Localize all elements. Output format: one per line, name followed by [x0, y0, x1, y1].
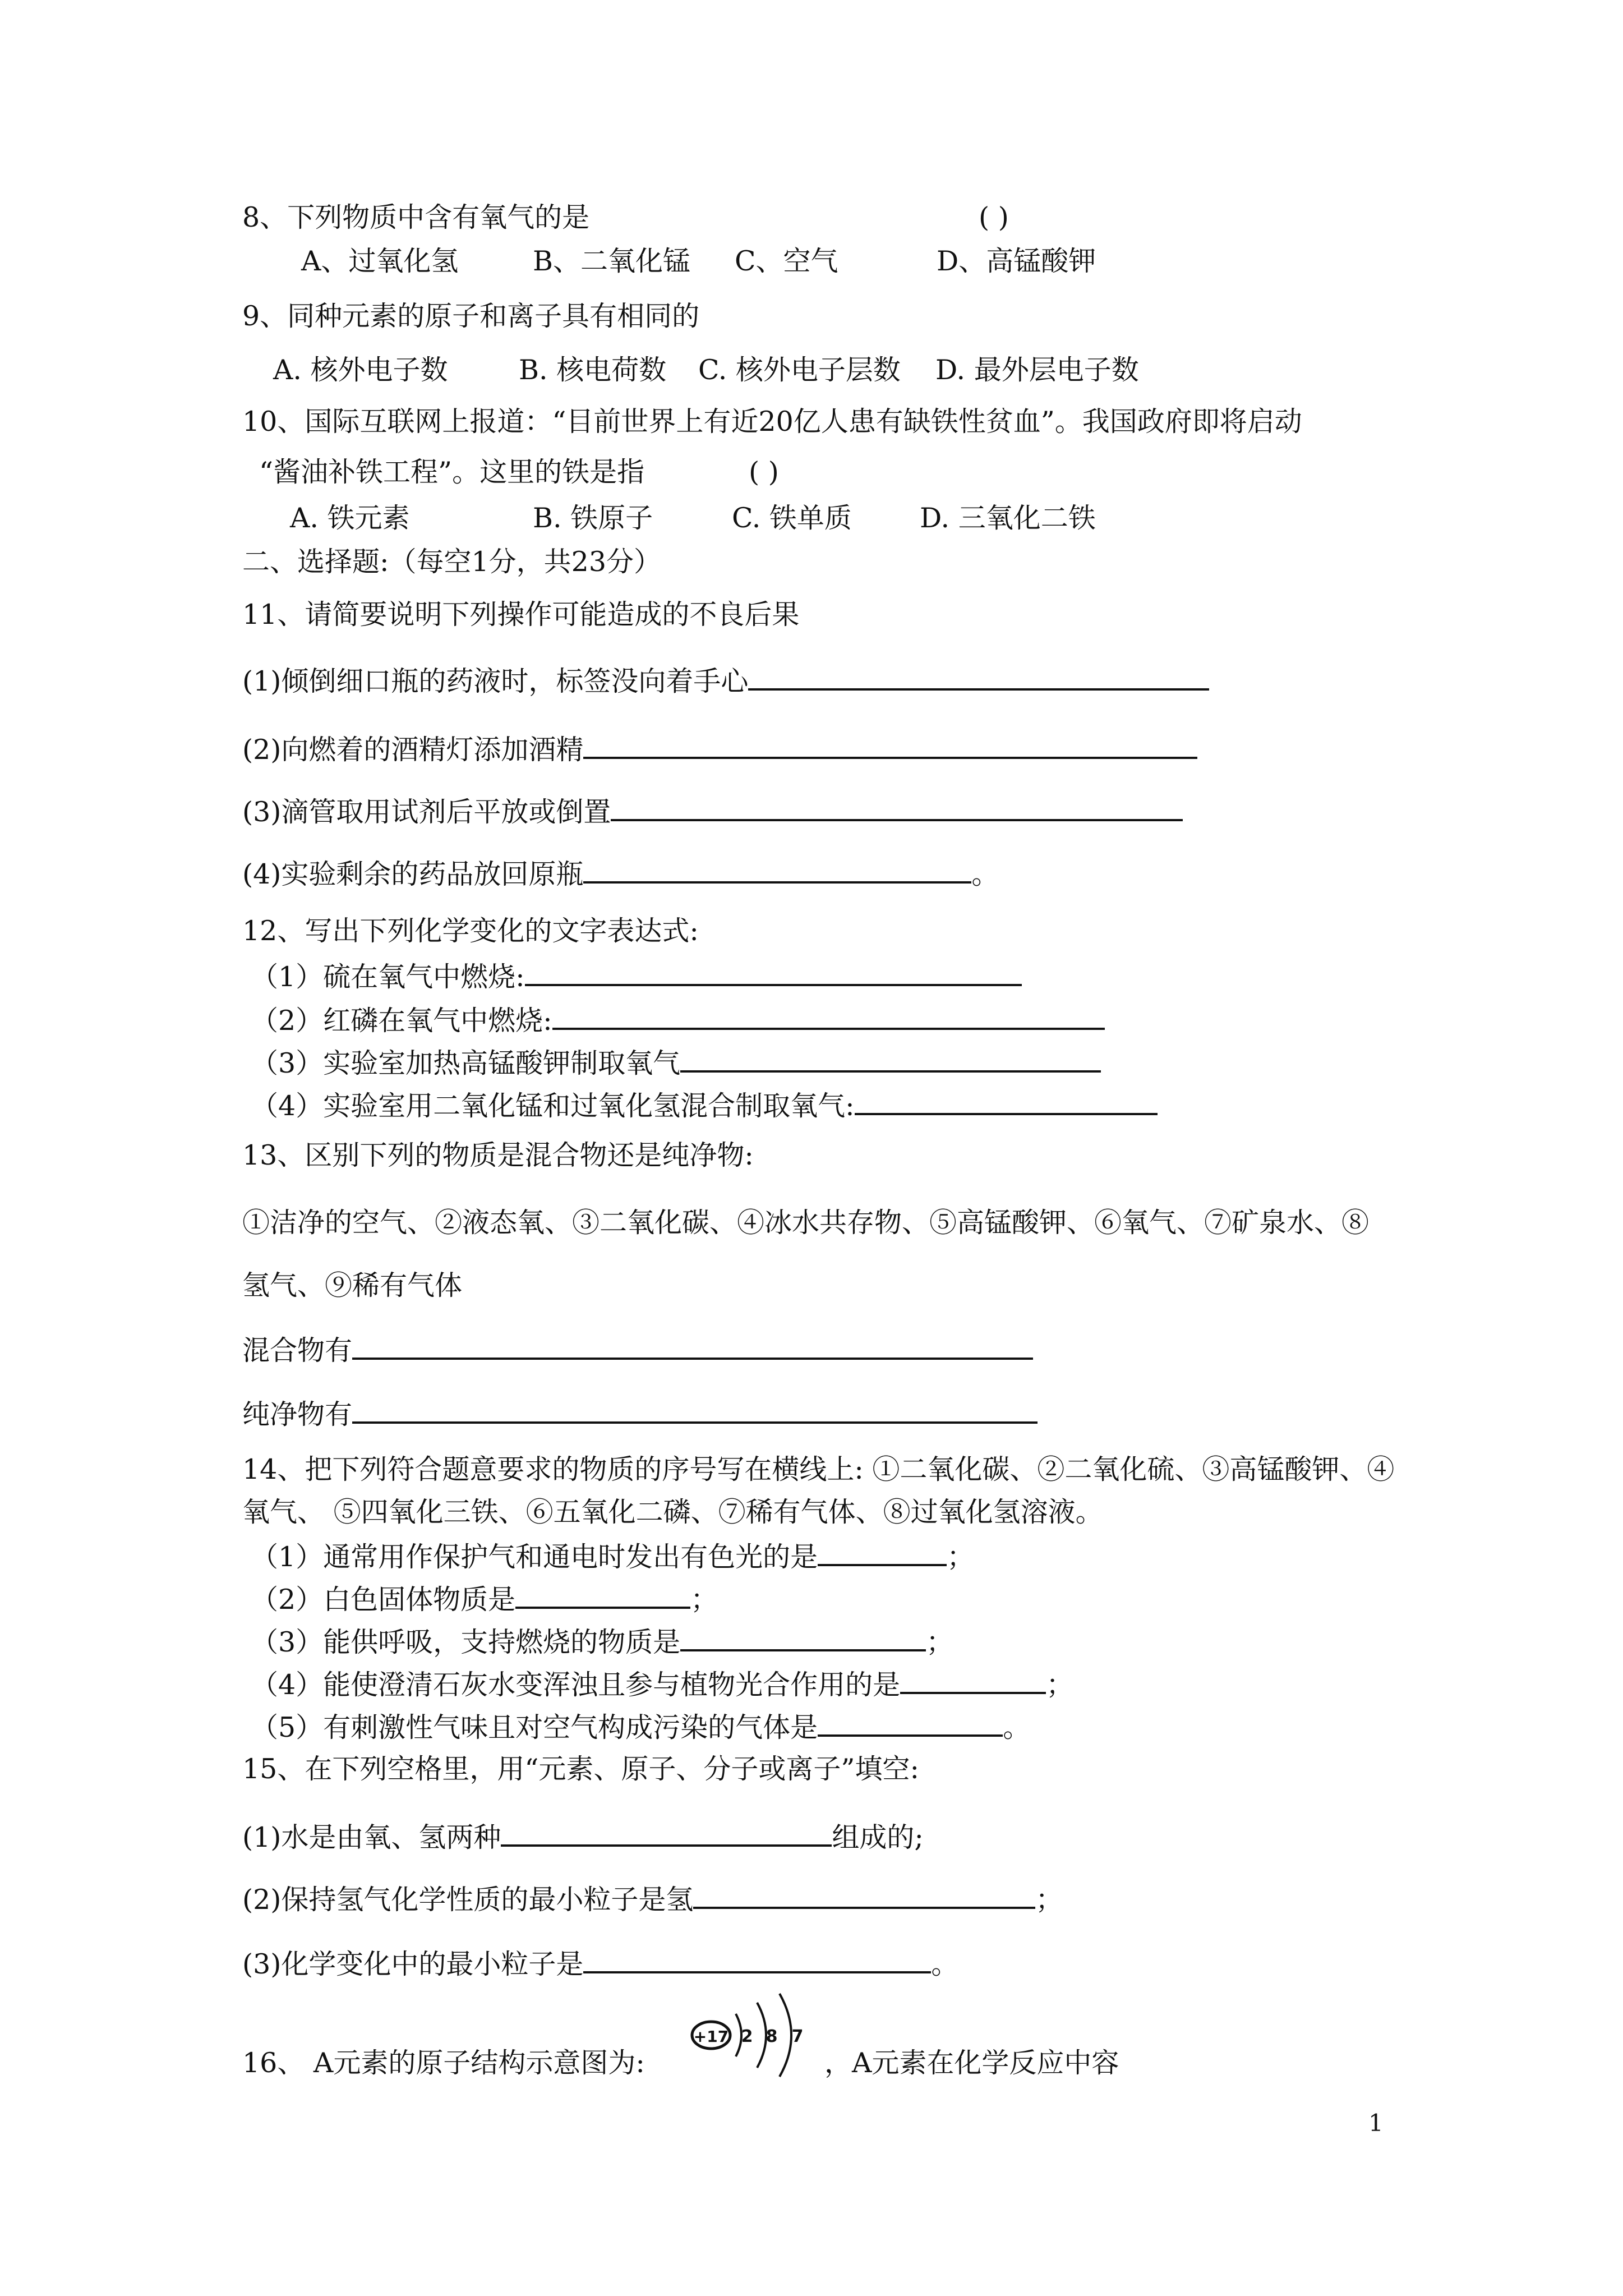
q12-item-4: （4）实验室用二氧化锰和过氧化氢混合制取氧气:	[251, 1088, 1158, 1123]
q14-item-4: （4）能使澄清石灰水变浑浊且参与植物光合作用的是 ；	[251, 1667, 1073, 1702]
page-number: 1	[1368, 2109, 1384, 2137]
atom-shell-1-arc	[736, 2014, 741, 2056]
q13-list-line2: 氢气、⑨稀有气体	[242, 1269, 463, 1301]
q14-stem-line2: 氧气、 ⑤四氧化三铁、⑥五氧化二磷、⑦稀有气体、⑧过氧化氢溶液。	[242, 1496, 1103, 1528]
q13-pure-row: 纯净物有	[242, 1397, 1038, 1432]
q13-stem: 13、区别下列的物质是混合物还是纯净物:	[242, 1139, 754, 1171]
q12-blank-2[interactable]	[552, 1003, 1105, 1030]
q11-blank-4[interactable]	[583, 857, 971, 884]
q15-item-1: (1)水是由氧、氢两种 组成的;	[242, 1820, 924, 1855]
q16-stem-post: ，A元素在化学反应中容	[824, 2047, 1119, 2079]
q11-stem: 11、请简要说明下列操作可能造成的不良后果	[242, 599, 800, 631]
q9-option-b: B. 核电荷数	[519, 354, 667, 386]
q10-stem-line2: “酱油补铁工程”。这里的铁是指	[259, 456, 645, 488]
q13-list-line1: ①洁净的空气、②液态氧、③二氧化碳、④冰水共存物、⑤高锰酸钾、⑥氧气、⑦矿泉水、⑧	[242, 1207, 1370, 1239]
q8-option-a: A、过氧化氢	[301, 245, 459, 277]
atom-shell-3-electrons: 7	[791, 2027, 804, 2046]
q14-blank-3[interactable]	[680, 1625, 926, 1651]
q10-option-a: A. 铁元素	[290, 502, 410, 534]
q9-option-a: A. 核外电子数	[273, 354, 448, 386]
q12-blank-1[interactable]	[525, 959, 1022, 986]
atom-shell-2-arc	[757, 2003, 766, 2068]
q16-stem-pre: 16、 A元素的原子结构示意图为:	[242, 2047, 645, 2079]
q14-blank-5[interactable]	[818, 1710, 1003, 1737]
q10-option-d: D. 三氧化二铁	[920, 502, 1096, 534]
q11-item-4: (4)实验剩余的药品放回原瓶 。	[242, 857, 999, 891]
atom-nucleus-charge: +17	[693, 2027, 729, 2046]
q8-answer-paren: ( )	[979, 201, 1009, 233]
q9-stem: 9、同种元素的原子和离子具有相同的	[242, 300, 700, 332]
q15-item-3: (3)化学变化中的最小粒子是 。	[242, 1947, 958, 1981]
q14-item-1: （1）通常用作保护气和通电时发出有色光的是 ；	[251, 1539, 974, 1574]
q15-stem: 15、在下列空格里，用“元素、原子、分子或离子”填空:	[242, 1753, 919, 1785]
q14-item-3: （3）能供呼吸，支持燃烧的物质是 ；	[251, 1625, 953, 1659]
q15-blank-1[interactable]	[501, 1820, 832, 1847]
q9-option-d: D. 最外层电子数	[935, 354, 1139, 386]
q8-option-c: C、空气	[735, 245, 838, 277]
q12-item-3: （3）实验室加热高锰酸钾制取氧气	[251, 1046, 1101, 1080]
q11-blank-2[interactable]	[583, 732, 1197, 759]
q11-item-1: (1)倾倒细口瓶的药液时，标签没向着手心	[242, 664, 1209, 698]
atom-shell-1-electrons: 2	[741, 2027, 753, 2046]
q11-item-3: (3)滴管取用试剂后平放或倒置	[242, 794, 1183, 829]
q10-answer-paren: ( )	[749, 456, 779, 488]
q8-option-b: B、二氧化锰	[533, 245, 691, 277]
q11-item-2: (2)向燃着的酒精灯添加酒精	[242, 732, 1197, 767]
q14-stem-line1: 14、把下列符合题意要求的物质的序号写在横线上: ①二氧化碳、②二氧化硫、③高锰酸钾、④	[242, 1453, 1395, 1485]
q14-blank-2[interactable]	[515, 1582, 690, 1609]
atom-shell-2-electrons: 8	[766, 2027, 778, 2046]
q10-option-b: B. 铁原子	[533, 502, 653, 534]
atom-shell-3-arc	[780, 1994, 791, 2077]
q14-item-2: （2）白色固体物质是 ；	[251, 1582, 718, 1617]
q12-blank-4[interactable]	[855, 1088, 1158, 1115]
q12-blank-3[interactable]	[680, 1046, 1101, 1073]
q14-blank-1[interactable]	[818, 1539, 947, 1566]
q8-option-d: D、高锰酸钾	[937, 245, 1096, 277]
q12-stem: 12、写出下列化学变化的文字表达式:	[242, 915, 699, 947]
q13-mixture-row: 混合物有	[242, 1333, 1033, 1368]
q11-blank-1[interactable]	[748, 664, 1209, 691]
q15-blank-3[interactable]	[583, 1947, 931, 1973]
q9-option-c: C. 核外电子层数	[698, 354, 901, 386]
q8-stem: 8、下列物质中含有氧气的是	[242, 201, 590, 233]
q14-item-5: （5）有刺激性气味且对空气构成污染的气体是 。	[251, 1710, 1030, 1745]
q15-blank-2[interactable]	[693, 1882, 1035, 1909]
q13-pure-blank[interactable]	[352, 1397, 1038, 1424]
q10-stem-line1: 10、国际互联网上报道：“目前世界上有近20亿人患有缺铁性贫血”。我国政府即将启动	[242, 406, 1302, 438]
section-2-title: 二、选择题:（每空1分，共23分）	[242, 546, 662, 578]
q12-item-1: （1）硫在氧气中燃烧:	[251, 959, 1022, 994]
q15-item-2: (2)保持氢气化学性质的最小粒子是氢 ；	[242, 1882, 1063, 1917]
atom-structure-diagram	[684, 1986, 819, 2081]
q10-option-c: C. 铁单质	[732, 502, 852, 534]
q12-item-2: （2）红磷在氧气中燃烧:	[251, 1003, 1105, 1038]
q11-blank-3[interactable]	[611, 794, 1183, 821]
q13-mixture-blank[interactable]	[352, 1333, 1033, 1360]
q14-blank-4[interactable]	[900, 1667, 1046, 1694]
